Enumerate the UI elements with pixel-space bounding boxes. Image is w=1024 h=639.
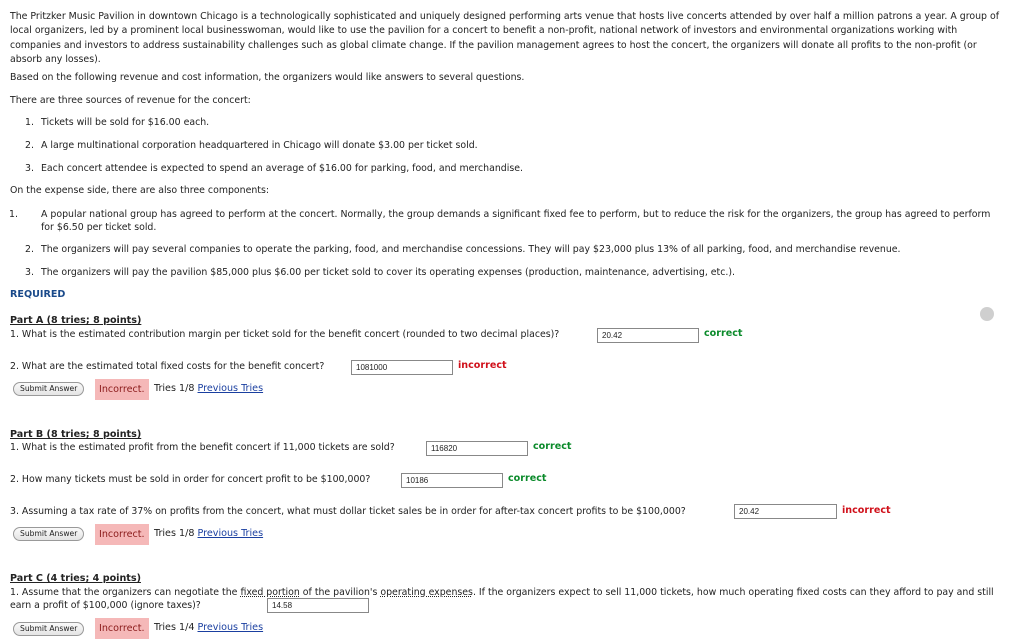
part-b-status-3: incorrect [842,505,891,516]
part-b-submit-button[interactable]: Submit Answer [13,527,84,541]
question-text: . If the organizers expect to sell 11,000 tickets, how much operating fixed costs can they afford to pay and still earn a profit of $100,000 (ignore taxes)? [10,587,994,611]
part-b-incorrect-badge: Incorrect. [95,524,149,545]
list-text: A popular national group has agreed to perform at the concert. Normally, the group demands a significant fixed fee to perform, but to reduce the risk for the organizers, the group has agreed to perform for $6.50 per ticket sold. [41,209,991,233]
part-a-status-1: correct [704,328,743,339]
list-number: 2. [25,140,34,151]
list-number: 1. [9,209,18,220]
part-a-status-2: incorrect [458,360,507,371]
fixed-portion-term[interactable]: fixed portion [240,587,300,598]
part-b-answer-1-input[interactable] [426,441,528,456]
part-b-answer-2-input[interactable] [401,473,503,488]
expense-item [25,267,735,278]
status-indicator-icon [980,307,994,321]
expense-item [9,208,1005,234]
list-text: A large multinational corporation headquartered in Chicago will donate $3.00 per ticket sold. [41,140,478,151]
tries-count: Tries 1/8 [154,383,195,394]
list-text: The organizers will pay the pavilion $85,000 plus $6.00 per ticket sold to cover its operating expenses (production, maintenance, advertising, etc.). [41,267,736,278]
part-c-header: Part C (4 tries; 4 points) [10,573,141,584]
previous-tries-link[interactable]: Previous Tries [197,383,264,394]
part-b-tries [154,528,263,539]
part-a-tries [154,383,263,394]
part-c-submit-button[interactable]: Submit Answer [13,622,84,636]
part-b-question-1: 1. What is the estimated profit from the benefit concert if 11,000 tickets are sold? [10,442,395,453]
operating-expenses-term[interactable]: operating expenses [380,587,473,598]
part-c-answer-1-input[interactable] [267,598,369,613]
part-a-question-2: 2. What are the estimated total fixed costs for the benefit concert? [10,361,325,372]
required-heading: REQUIRED [10,289,66,300]
revenue-item [25,163,523,174]
list-text: Tickets will be sold for $16.00 each. [41,117,210,128]
intro-paragraph: The Pritzker Music Pavilion in downtown Chicago is a technologically sophisticated and uniquely designed performing arts venue that hosts live concerts attended by over half a million patrons a year. A group of local organizers, led by a prominent local businesswoman, would like to use the pavilion for a concert to benefit a non-profit, national network of investors and environmental organizations working with companies and investors to address sustainability challenges such as global climate change. If the pavilion management agrees to host the concert, the organizers will donate all profits to the non-profit (or absorb any losses). [10,11,1000,65]
part-a-answer-2-input[interactable] [351,360,453,375]
revenue-item [25,140,478,151]
part-a-header: Part A (8 tries; 8 points) [10,315,142,326]
previous-tries-link[interactable]: Previous Tries [197,622,264,633]
part-c-question-1 [10,586,1000,612]
list-number: 3. [25,267,34,278]
list-number: 2. [25,244,34,255]
part-b-status-2: correct [508,473,547,484]
expense-item [25,244,901,255]
part-a-answer-1-input[interactable] [597,328,699,343]
part-a-submit-button[interactable]: Submit Answer [13,382,84,396]
part-c-tries [154,622,263,633]
tries-count: Tries 1/8 [154,528,195,539]
part-a-incorrect-badge: Incorrect. [95,379,149,400]
list-text: The organizers will pay several companies to operate the parking, food, and merchandise concessions. They will pay $23,000 plus 13% of all parking, food, and merchandise revenue. [41,244,901,255]
part-b-header: Part B (8 tries; 8 points) [10,429,142,440]
part-b-question-3: 3. Assuming a tax rate of 37% on profits from the concert, what must dollar ticket sales be in order for after-tax concert profits to be $100,000? [10,506,686,517]
revenue-intro: There are three sources of revenue for the concert: [10,95,251,106]
part-b-question-2: 2. How many tickets must be sold in order for concert profit to be $100,000? [10,474,371,485]
part-a-question-1: 1. What is the estimated contribution margin per ticket sold for the benefit concert (rounded to two decimal places)? [10,329,560,340]
list-number: 3. [25,163,34,174]
list-text: Each concert attendee is expected to spend an average of $16.00 for parking, food, and merchandise. [41,163,523,174]
expense-intro: On the expense side, there are also three components: [10,185,270,196]
revenue-item [25,117,209,128]
question-text: of the pavilion's [302,587,378,598]
previous-tries-link[interactable]: Previous Tries [197,528,264,539]
list-number: 1. [25,117,34,128]
based-on-text: Based on the following revenue and cost information, the organizers would like answers to several questions. [10,72,525,83]
tries-count: Tries 1/4 [154,622,195,633]
part-b-status-1: correct [533,441,572,452]
question-text: 1. Assume that the organizers can negotiate the [10,587,238,598]
part-b-answer-3-input[interactable] [734,504,837,519]
part-c-incorrect-badge: Incorrect. [95,618,149,639]
